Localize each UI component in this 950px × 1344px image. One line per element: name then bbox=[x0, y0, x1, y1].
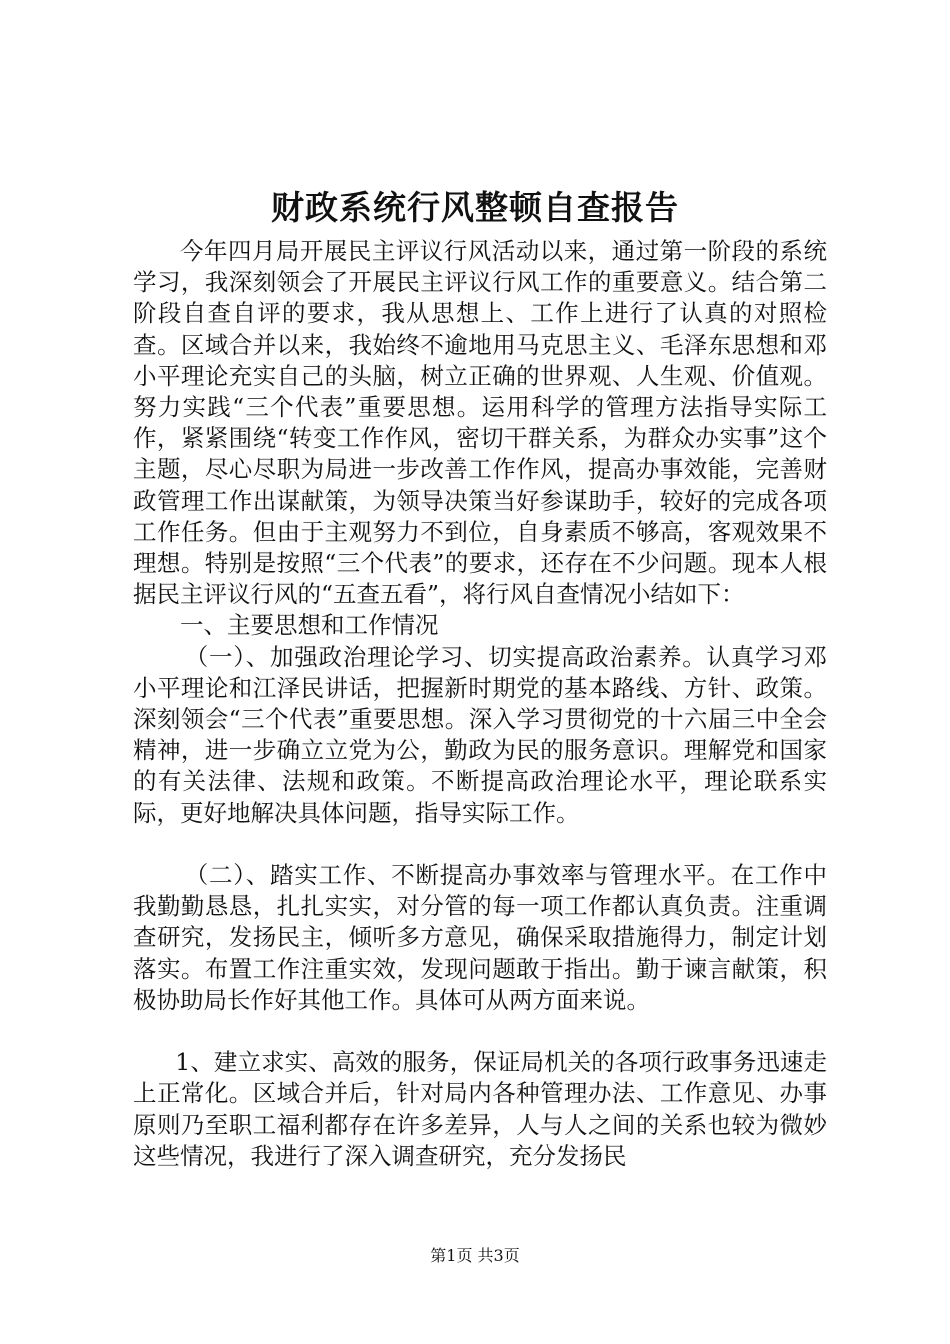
blank-line bbox=[133, 1016, 827, 1047]
paragraph-section-2: （二）、踏实工作、不断提高办事效率与管理水平。在工作中我勤勤恳恳，扎扎实实，对分管的每一项工作都认真负责。注重调查研究，发扬民主，倾听多方意见，确保采取措施得力，制定计划落实。布置工作注重实效，发现问题敢于指出。勤于谏言献策，积极协助局长作好其他工作。具体可从两方面来说。 bbox=[133, 861, 827, 1014]
paragraph-section-1: （一）、加强政治理论学习、切实提高政治素养。认真学习邓小平理论和江泽民讲话，把握新时期党的基本路线、方针、政策。深刻领会“三个代表”重要思想。深入学习贯彻党的十六届三中全会精神，进一步确立立党为公，勤政为民的服务意识。理解党和国家的有关法律、法规和政策。不断提高政治理论水平，理论联系实际，更好地解决具体问题，指导实际工作。 bbox=[133, 642, 827, 827]
section-heading: 一、主要思想和工作情况 bbox=[180, 611, 439, 640]
page-title: 财政系统行风整顿自查报告 bbox=[271, 188, 679, 227]
paragraph-intro: 今年四月局开展民主评议行风活动以来，通过第一阶段的系统学习，我深刻领会了开展民主评议行风工作的重要意义。结合第二阶段自查自评的要求，我从思想上、工作上进行了认真的对照检查。区域合并以来，我始终不逾地用马克思主义、毛泽东思想和邓小平理论充实自己的头脑，树立正确的世界观、人生观、价值观。努力实践“三个代表”重要思想。运用科学的管理方法指导实际工作，紧紧围绕“转变工作作风，密切干群关系，为群众办实事”这个主题，尽心尽职为局进一步改善工作作风，提高办事效能，完善财政管理工作出谋献策，为领导决策当好参谋助手，较好的完成各项工作任务。但由于主观努力不到位，自身素质不够高，客观效果不理想。特别是按照“三个代表”的要求，还存在不少问题。现本人根据民主评议行风的“五查五看”，将行风自查情况小结如下： bbox=[133, 237, 827, 609]
page-footer: 第1页 共3页 bbox=[430, 1246, 520, 1265]
blank-line bbox=[133, 829, 827, 860]
document-body bbox=[133, 236, 827, 1172]
paragraph-item-1: 1、建立求实、高效的服务，保证局机关的各项行政事务迅速走上正常化。区域合并后，针对局内各种管理办法、工作意见、办事原则乃至职工福利都存在许多差异，人与人之间的关系也较为微妙这些情况，我进行了深入调查研究，充分发扬民 bbox=[133, 1048, 827, 1170]
